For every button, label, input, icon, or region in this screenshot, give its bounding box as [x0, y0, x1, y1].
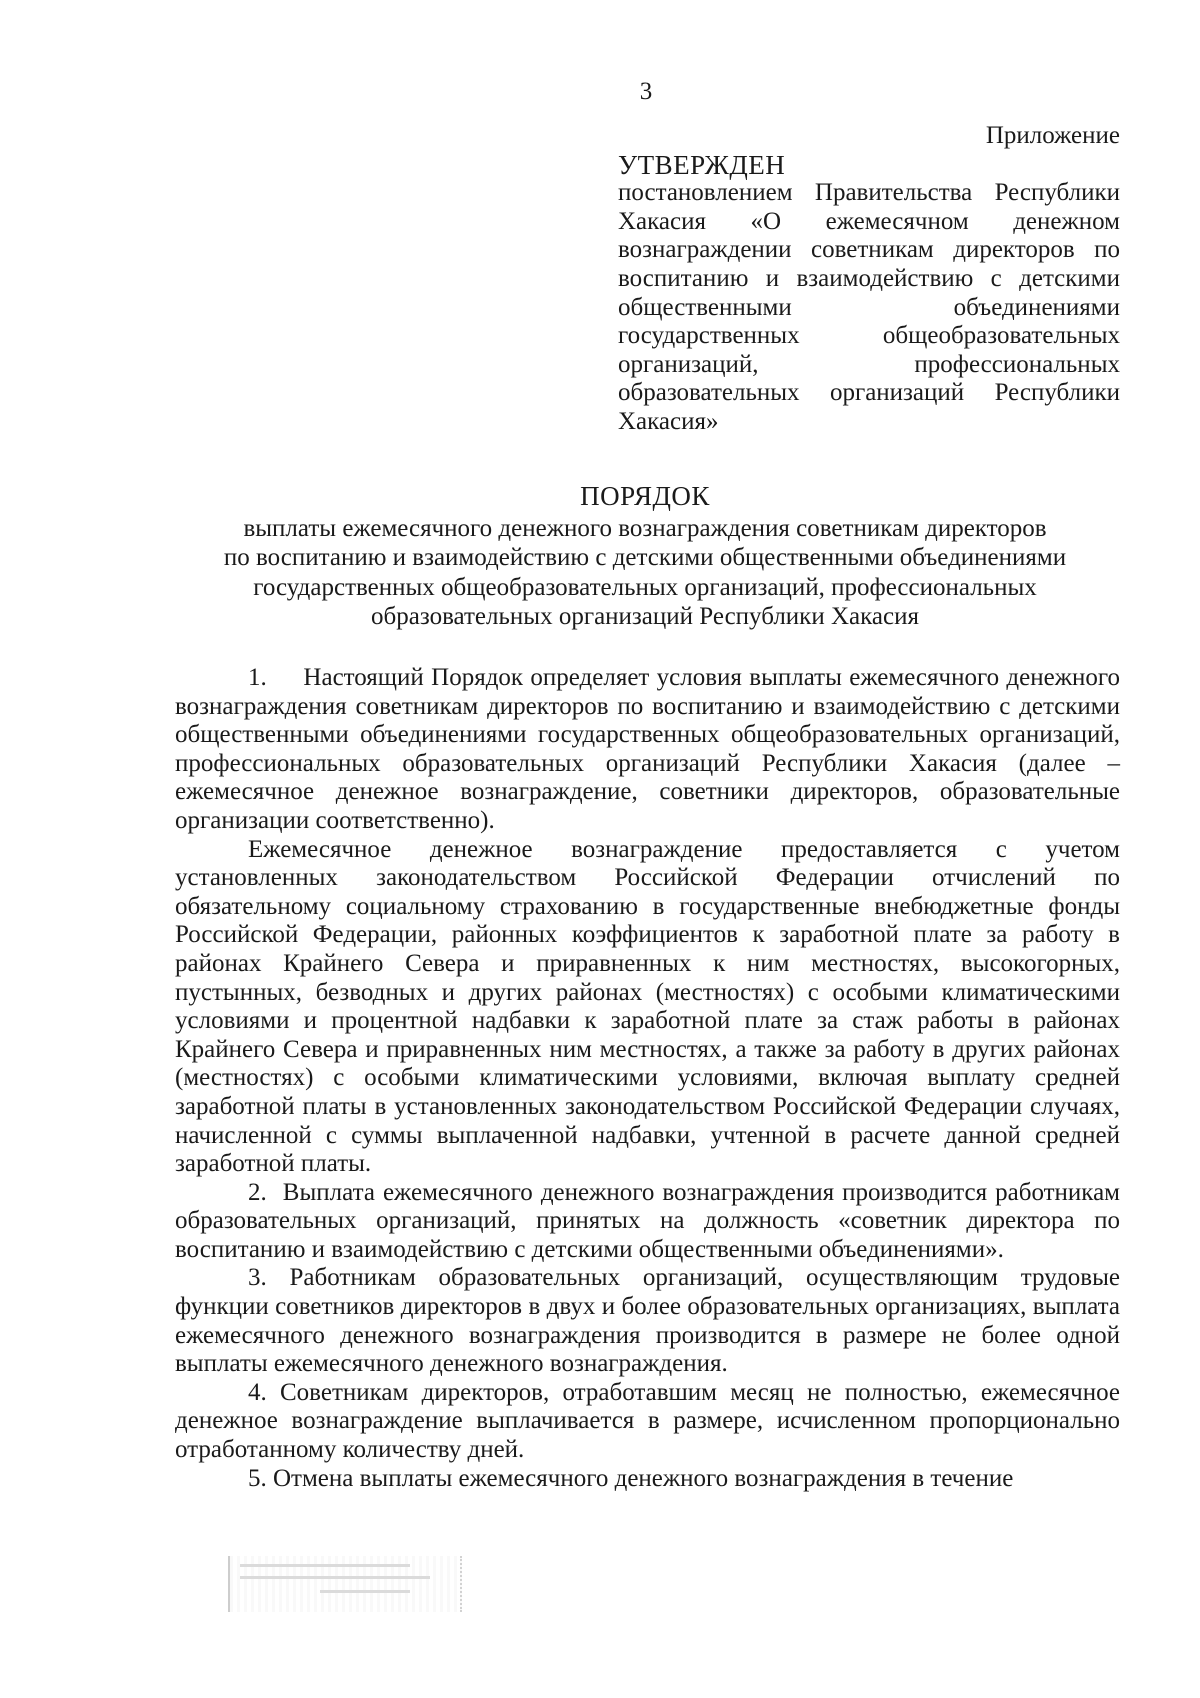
approval-decree-text: постановлением Правительства Республики Хакасия «О ежемесячном денежном вознаграждении советникам директоров по воспитанию и взаимодействию с детскими общественными объединениями государственных общеобразовательных организаций, профессиональных образовательных организаций Республики Хакасия» [618, 179, 1120, 435]
paragraph-2: 2. Выплата ежемесячного денежного вознаграждения производится работникам образовательных организаций, принятых на должность «советник директора по воспитанию и взаимодействию с детскими общественными объединениями». [175, 1178, 1120, 1263]
document-title-block [170, 482, 1120, 632]
paragraph-1-continued: Ежемесячное денежное вознаграждение предоставляется с учетом установленных законодательством Российской Федерации отчислений по обязательному социальному страхованию в государственные внебюджетные фонды Российской Федерации, районных коэффициентов к заработной плате за работу в районах Крайнего Севера и приравненных к ним местностях, высокогорных, пустынных, безводных и других районах (местностях) с особыми климатическими условиями и процентной надбавки к заработной плате за стаж работы в районах Крайнего Севера и приравненных ним местностях, а также за работу в других районах (местностях) с особыми климатическими условиями, включая выплату средней заработной платы в установленных законодательством Российской Федерации случаях, начисленной с суммы выплаченной надбавки, учтенной в расчете данной средней заработной платы. [175, 835, 1120, 1178]
document-title: ПОРЯДОК [580, 481, 710, 511]
paragraph-5: 5. Отмена выплаты ежемесячного денежного вознаграждения в течение [248, 1464, 1014, 1492]
paragraph-4: 4. Советникам директоров, отработавшим месяц не полностью, ежемесячное денежное вознаграждение выплачивается в размере, исчисленном пропорционально отработанному количеству дней. [175, 1378, 1120, 1464]
approval-block [618, 122, 1120, 437]
document-body [175, 664, 1120, 1493]
appendix-label: Приложение [985, 122, 1120, 149]
document-subtitle [170, 514, 1120, 632]
subtitle-line: по воспитанию и взаимодействию с детскими общественными объединениями [223, 544, 1067, 572]
subtitle-line: образовательных организаций Республики Хакасия [371, 603, 919, 631]
page-number: 3 [639, 78, 653, 105]
paragraph-3: 3. Работникам образовательных организаций, осуществляющим трудовые функции советников директоров в двух и более образовательных организациях, выплата ежемесячного денежного вознаграждения производится в размере не более одной выплаты ежемесячного денежного вознаграждения. [175, 1264, 1120, 1378]
faded-stamp [228, 1556, 462, 1612]
paragraph-1: 1. Настоящий Порядок определяет условия выплаты ежемесячного денежного вознаграждения советникам директоров по воспитанию и взаимодействию с детскими общественными объединениями государственных общеобразовательных организаций, профессиональных образовательных организаций Республики Хакасия (далее – ежемесячное денежное вознаграждение, советники директоров, образовательные организации соответственно). [175, 664, 1120, 834]
approved-heading: УТВЕРЖДЕН [618, 149, 786, 180]
subtitle-line: государственных общеобразовательных организаций, профессиональных [253, 573, 1037, 601]
subtitle-line: выплаты ежемесячного денежного вознаграждения советникам директоров [243, 514, 1047, 542]
